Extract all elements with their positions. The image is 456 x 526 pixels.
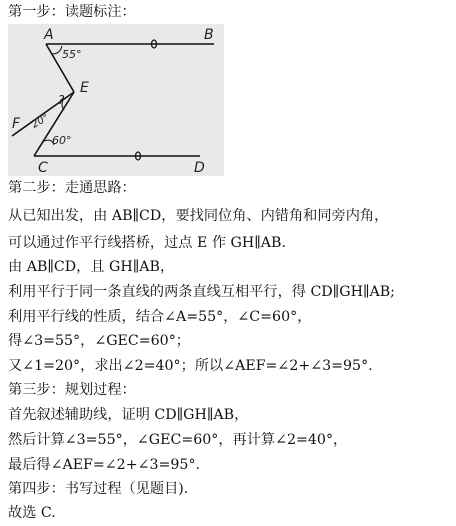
answer-line: 故选 C. xyxy=(8,505,56,521)
label-angle-c: 60° xyxy=(52,134,72,147)
text-line: 由 AB∥CD，且 GH∥AB， xyxy=(8,259,175,275)
label-question: ? xyxy=(58,93,65,107)
text-line: 利用平行线的性质，结合∠A=55°，∠C=60°， xyxy=(8,309,312,325)
label-angle-f: 20° xyxy=(30,112,51,131)
text-line: 可以通过作平行线搭桥，过点 E 作 GH∥AB. xyxy=(8,235,286,251)
text-line: 最后得∠AEF=∠2+∠3=95°. xyxy=(8,457,201,473)
figure-svg xyxy=(8,24,224,176)
label-f: F xyxy=(12,116,21,132)
step4-heading: 第四步：书写过程（见题目). xyxy=(8,481,189,497)
step2-heading: 第二步：走通思路： xyxy=(8,180,136,196)
text-line: 首先叙述辅助线，证明 CD∥GH∥AB， xyxy=(8,407,249,423)
label-c: C xyxy=(38,160,48,176)
label-b: B xyxy=(204,27,214,43)
geometry-figure xyxy=(8,24,224,176)
text-line: 又∠1=20°，求出∠2=40°；所以∠AEF=∠2+∠3=95°. xyxy=(8,358,373,374)
label-e: E xyxy=(80,80,89,96)
step3-heading: 第三步：规划过程： xyxy=(8,382,136,398)
arc-a xyxy=(52,46,62,54)
label-angle-a: 55° xyxy=(62,48,82,61)
label-a: A xyxy=(44,27,54,43)
text-line: 利用平行于同一条直线的两条直线互相平行，得 CD∥GH∥AB; xyxy=(8,284,395,300)
text-line: 得∠3=55°，∠GEC=60°； xyxy=(8,333,190,349)
text-line: 然后计算∠3=55°，∠GEC=60°，再计算∠2=40°， xyxy=(8,432,348,448)
text-line: 从已知出发，由 AB∥CD，要找同位角、内错角和同旁内角， xyxy=(8,208,389,224)
label-d: D xyxy=(194,160,205,176)
step1-heading: 第一步：读题标注： xyxy=(8,4,136,20)
